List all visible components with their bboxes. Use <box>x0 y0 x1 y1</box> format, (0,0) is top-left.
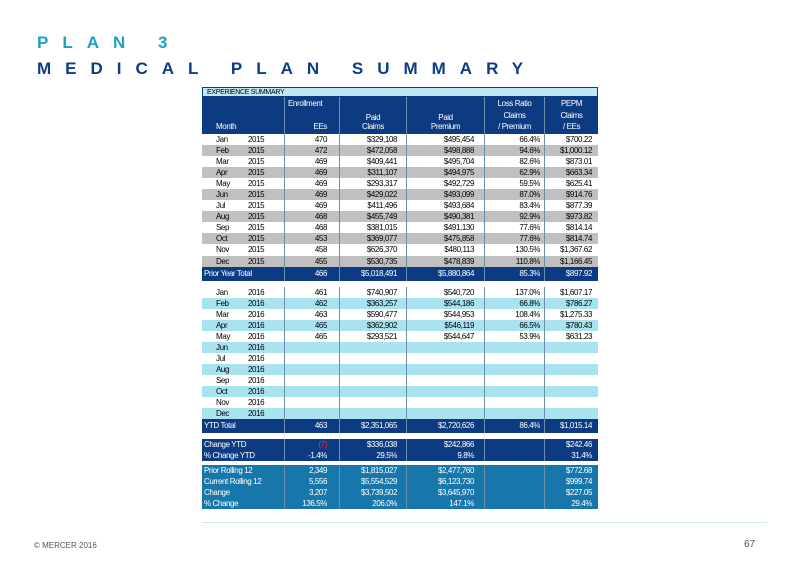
cell-month: Dec <box>216 409 230 419</box>
cell-paid-claims: $530,735 <box>339 256 406 267</box>
cell-loss-ratio: 85.3% <box>484 267 544 281</box>
header-paid-premium: Paid Premium <box>406 97 484 134</box>
copyright: © MERCER 2016 <box>34 541 97 550</box>
cell-year: 2015 <box>248 179 265 189</box>
cell-pepm: $663.34 <box>544 167 598 178</box>
cell-month: Jun <box>216 342 228 352</box>
cell-paid-premium: $495,454 <box>406 134 484 145</box>
cell-year: 2015 <box>248 212 265 222</box>
cell-month: Aug <box>216 212 230 222</box>
rolling-row <box>202 498 598 509</box>
cell-month: May <box>216 331 230 341</box>
table-row <box>202 256 598 267</box>
table-row <box>202 408 598 419</box>
prior-year-total-row <box>202 267 598 281</box>
cell-pepm: $1,367.62 <box>544 244 598 255</box>
cell-pepm: $814.74 <box>544 233 598 244</box>
cell-ees: 458 <box>284 244 339 255</box>
cell-paid-premium <box>406 353 484 364</box>
table-row <box>202 298 598 309</box>
cell-paid-claims: $626,370 <box>339 244 406 255</box>
cell-ees: 2,349 <box>284 465 339 476</box>
cell-paid-claims <box>339 342 406 353</box>
cell-paid-claims: $2,351,065 <box>339 419 406 433</box>
cell-paid-premium: 9.8% <box>406 450 484 461</box>
cell-month: Oct <box>216 386 228 396</box>
cell-loss-ratio <box>484 353 544 364</box>
cell-loss-ratio: 86.4% <box>484 419 544 433</box>
cell-paid-premium: $493,099 <box>406 189 484 200</box>
cell-month: Aug <box>216 364 230 374</box>
cell-ees: 463 <box>284 309 339 320</box>
cell-ees: 462 <box>284 298 339 309</box>
cell-month: Apr <box>216 320 228 330</box>
cell-pepm: $631.23 <box>544 331 598 342</box>
cell-ees: 469 <box>284 178 339 189</box>
table-row <box>202 211 598 222</box>
table-row <box>202 156 598 167</box>
cell-paid-claims: $369,077 <box>339 233 406 244</box>
cell-month: % Change <box>204 499 239 509</box>
cell-paid-claims: $336,038 <box>339 439 406 450</box>
cell-month: Prior Rolling 12 <box>204 466 253 476</box>
change-ytd-row <box>202 439 598 450</box>
cell-pepm: $877.39 <box>544 200 598 211</box>
cell-year: 2016 <box>248 364 265 374</box>
cell-month: Oct <box>216 234 228 244</box>
cell-paid-claims <box>339 375 406 386</box>
cell-month: Sep <box>216 223 230 233</box>
footer-divider <box>202 522 767 523</box>
rolling-12-block <box>202 465 598 509</box>
header-loss-ratio: Loss Ratio Claims / Premium <box>484 97 544 134</box>
cell-paid-premium: $494,975 <box>406 167 484 178</box>
cell-year: 2015 <box>248 168 265 178</box>
cell-paid-claims: $311,107 <box>339 167 406 178</box>
cell-month: Current Rolling 12 <box>204 477 262 487</box>
cell-paid-premium: $2,720,626 <box>406 419 484 433</box>
table-row <box>202 320 598 331</box>
cell-year: 2016 <box>248 320 265 330</box>
cell-paid-premium: $495,704 <box>406 156 484 167</box>
cell-loss-ratio: 66.5% <box>484 320 544 331</box>
cell-year: 2015 <box>248 157 265 167</box>
cell-month: YTD Total <box>204 421 236 431</box>
cell-pepm <box>544 408 598 419</box>
cell-month: Feb <box>216 298 229 308</box>
cell-paid-premium: $491,130 <box>406 222 484 233</box>
cell-ees: 3,207 <box>284 487 339 498</box>
cell-paid-premium: $475,858 <box>406 233 484 244</box>
cell-loss-ratio: 59.5% <box>484 178 544 189</box>
cell-paid-claims <box>339 364 406 375</box>
cell-month: Change YTD <box>204 440 247 450</box>
cell-pepm: $897.92 <box>544 267 598 281</box>
cell-ees: 469 <box>284 200 339 211</box>
table-row <box>202 342 598 353</box>
cell-pepm: 29.4% <box>544 498 598 509</box>
table-row <box>202 178 598 189</box>
cell-paid-premium: $3,645,970 <box>406 487 484 498</box>
cell-pepm: $242.46 <box>544 439 598 450</box>
cell-ees: 469 <box>284 167 339 178</box>
cell-pepm: $700.22 <box>544 134 598 145</box>
cell-paid-premium: $2,477,760 <box>406 465 484 476</box>
cell-paid-claims: $409,441 <box>339 156 406 167</box>
cell-loss-ratio: 87.0% <box>484 189 544 200</box>
table-row <box>202 364 598 375</box>
cell-loss-ratio: 83.4% <box>484 200 544 211</box>
cell-paid-premium: $544,647 <box>406 331 484 342</box>
header-month: Month <box>216 122 237 131</box>
page-title: MEDICAL PLAN SUMMARY <box>37 59 538 78</box>
cell-ees: (7) <box>284 439 339 450</box>
table-header <box>202 97 598 134</box>
cell-year: 2015 <box>248 190 265 200</box>
cell-paid-premium: $480,113 <box>406 244 484 255</box>
cell-loss-ratio: 77.6% <box>484 233 544 244</box>
cell-loss-ratio <box>484 498 544 509</box>
experience-summary-table <box>202 87 598 509</box>
cell-loss-ratio <box>484 408 544 419</box>
cell-pepm <box>544 386 598 397</box>
header-enrollment: Enrollment EEs <box>284 97 339 134</box>
cell-month: May <box>216 179 230 189</box>
cell-loss-ratio <box>484 386 544 397</box>
cell-paid-premium: $5,880,864 <box>406 267 484 281</box>
table-row <box>202 222 598 233</box>
cell-pepm: $1,607.17 <box>544 287 598 298</box>
rolling-row <box>202 465 598 476</box>
cell-pepm: $1,166.45 <box>544 256 598 267</box>
cell-pepm: $1,015.14 <box>544 419 598 433</box>
cell-ees <box>284 342 339 353</box>
cell-year: 2015 <box>248 135 265 144</box>
cell-ees: 472 <box>284 145 339 156</box>
cell-paid-premium: $490,381 <box>406 211 484 222</box>
cell-month: Jun <box>216 190 228 200</box>
cell-ees <box>284 397 339 408</box>
cell-pepm: $914.76 <box>544 189 598 200</box>
cell-paid-premium: $498,888 <box>406 145 484 156</box>
cell-ees: 463 <box>284 419 339 433</box>
cell-ees <box>284 353 339 364</box>
cell-paid-premium: $546,119 <box>406 320 484 331</box>
cell-loss-ratio: 130.5% <box>484 244 544 255</box>
cell-ees <box>284 364 339 375</box>
cell-loss-ratio: 108.4% <box>484 309 544 320</box>
cell-paid-premium: $544,953 <box>406 309 484 320</box>
table-row <box>202 331 598 342</box>
cell-year: 2016 <box>248 398 265 408</box>
cell-loss-ratio <box>484 397 544 408</box>
cell-loss-ratio: 66.4% <box>484 134 544 145</box>
cell-paid-claims: $5,554,529 <box>339 476 406 487</box>
cell-paid-claims: $329,108 <box>339 134 406 145</box>
cell-pepm: 31.4% <box>544 450 598 461</box>
cell-year: 2016 <box>248 409 265 419</box>
cell-paid-claims: $5,018,491 <box>339 267 406 281</box>
pct-change-ytd-row <box>202 450 598 461</box>
cell-pepm: $772.68 <box>544 465 598 476</box>
cell-month: Apr <box>216 168 228 178</box>
cell-paid-claims <box>339 386 406 397</box>
cell-loss-ratio <box>484 476 544 487</box>
cell-pepm <box>544 342 598 353</box>
cell-month: % Change YTD <box>204 451 255 461</box>
cell-pepm: $873.01 <box>544 156 598 167</box>
cell-loss-ratio <box>484 439 544 450</box>
cell-paid-claims: $429,022 <box>339 189 406 200</box>
cell-pepm: $1,275.33 <box>544 309 598 320</box>
cell-paid-claims: $362,902 <box>339 320 406 331</box>
cell-paid-premium: $242,866 <box>406 439 484 450</box>
cell-loss-ratio: 77.6% <box>484 222 544 233</box>
cell-loss-ratio: 53.9% <box>484 331 544 342</box>
cell-paid-premium: $478,839 <box>406 256 484 267</box>
table-row <box>202 244 598 255</box>
cell-paid-claims: 29.5% <box>339 450 406 461</box>
cell-ees <box>284 408 339 419</box>
cell-ees: 5,556 <box>284 476 339 487</box>
cell-month: Nov <box>216 245 230 255</box>
ytd-total-row <box>202 419 598 433</box>
cell-paid-premium: 147.1% <box>406 498 484 509</box>
cell-year: 2016 <box>248 309 265 319</box>
cell-ees: -1.4% <box>284 450 339 461</box>
cell-loss-ratio: 137.0% <box>484 287 544 298</box>
cell-loss-ratio: 82.6% <box>484 156 544 167</box>
cell-ees: 466 <box>284 267 339 281</box>
cell-paid-claims: 206.0% <box>339 498 406 509</box>
cell-paid-claims: $3,739,502 <box>339 487 406 498</box>
cell-month: Jan <box>216 135 228 144</box>
cell-year: 2015 <box>248 201 265 211</box>
cell-loss-ratio: 94.6% <box>484 145 544 156</box>
cell-month: Sep <box>216 375 230 385</box>
cell-year: 2015 <box>248 234 265 244</box>
cell-pepm: $1,000.12 <box>544 145 598 156</box>
cell-month: Mar <box>216 309 229 319</box>
cell-ees: 461 <box>284 287 339 298</box>
plan-title: PLAN 3 <box>37 33 182 52</box>
cell-pepm: $625.41 <box>544 178 598 189</box>
cell-paid-claims <box>339 397 406 408</box>
cell-paid-claims: $293,317 <box>339 178 406 189</box>
table-row <box>202 134 598 145</box>
cell-year: 2016 <box>248 331 265 341</box>
cell-pepm: $786.27 <box>544 298 598 309</box>
cell-ees <box>284 386 339 397</box>
cell-loss-ratio <box>484 450 544 461</box>
table-row <box>202 375 598 386</box>
cell-year: 2015 <box>248 223 265 233</box>
cell-month: Change <box>204 488 230 498</box>
table-row <box>202 386 598 397</box>
cell-loss-ratio <box>484 465 544 476</box>
table-row <box>202 397 598 408</box>
cell-loss-ratio <box>484 364 544 375</box>
cell-ees: 453 <box>284 233 339 244</box>
cell-month: Feb <box>216 146 229 156</box>
cell-paid-premium: $540,720 <box>406 287 484 298</box>
cell-paid-premium <box>406 375 484 386</box>
cell-paid-claims: $381,015 <box>339 222 406 233</box>
table-row <box>202 309 598 320</box>
cell-paid-premium <box>406 386 484 397</box>
rolling-row <box>202 476 598 487</box>
cell-paid-claims: $472,058 <box>339 145 406 156</box>
cell-month: Jan <box>216 287 228 297</box>
cell-month: Mar <box>216 157 229 167</box>
cell-ees: 136.5% <box>284 498 339 509</box>
cell-ees: 469 <box>284 189 339 200</box>
cell-loss-ratio <box>484 375 544 386</box>
cell-loss-ratio <box>484 487 544 498</box>
table-row <box>202 189 598 200</box>
table-row <box>202 233 598 244</box>
cell-paid-claims: $590,477 <box>339 309 406 320</box>
cell-paid-claims: $363,257 <box>339 298 406 309</box>
table-row <box>202 145 598 156</box>
cell-paid-claims <box>339 353 406 364</box>
table-row <box>202 167 598 178</box>
cell-year: 2016 <box>248 375 265 385</box>
cell-paid-claims: $455,749 <box>339 211 406 222</box>
cell-ees: 468 <box>284 222 339 233</box>
cell-pepm: $227.05 <box>544 487 598 498</box>
cell-paid-claims: $1,815,027 <box>339 465 406 476</box>
cell-month: Nov <box>216 398 230 408</box>
cell-paid-claims <box>339 408 406 419</box>
cell-paid-premium: $493,684 <box>406 200 484 211</box>
cell-paid-premium: $492,729 <box>406 178 484 189</box>
header-year <box>244 97 284 134</box>
cell-pepm: $780.43 <box>544 320 598 331</box>
cell-pepm: $814.14 <box>544 222 598 233</box>
cell-paid-premium <box>406 342 484 353</box>
header-paid-claims: Paid Claims <box>339 97 406 134</box>
cell-month: Prior Year Total <box>204 268 252 278</box>
cell-loss-ratio <box>484 342 544 353</box>
cell-year: 2016 <box>248 353 265 363</box>
cell-loss-ratio: 110.8% <box>484 256 544 267</box>
cell-ees: 455 <box>284 256 339 267</box>
cell-paid-claims: $740,907 <box>339 287 406 298</box>
cell-loss-ratio: 62.9% <box>484 167 544 178</box>
cell-year: 2016 <box>248 287 265 297</box>
cell-ees: 470 <box>284 134 339 145</box>
header-pepm: PEPM Claims / EEs <box>544 97 598 134</box>
cell-ees: 465 <box>284 320 339 331</box>
page-number: 67 <box>744 539 756 550</box>
cell-month: Dec <box>216 256 230 266</box>
cell-paid-premium <box>406 364 484 375</box>
cell-month: Jul <box>216 201 226 211</box>
cell-paid-premium <box>406 397 484 408</box>
cell-paid-premium: $544,186 <box>406 298 484 309</box>
cell-ees: 469 <box>284 156 339 167</box>
cell-loss-ratio: 92.9% <box>484 211 544 222</box>
cell-paid-claims: $293,521 <box>339 331 406 342</box>
table-row <box>202 353 598 364</box>
cell-paid-premium <box>406 408 484 419</box>
cell-ees: 468 <box>284 211 339 222</box>
cell-year: 2015 <box>248 245 265 255</box>
cell-year: 2016 <box>248 342 265 352</box>
cell-loss-ratio: 66.8% <box>484 298 544 309</box>
cell-pepm <box>544 375 598 386</box>
cell-paid-premium: $6,123,730 <box>406 476 484 487</box>
cell-pepm <box>544 353 598 364</box>
cell-year: 2016 <box>248 386 265 396</box>
rows-2015 <box>202 134 598 267</box>
table-row <box>202 287 598 298</box>
cell-month: Jul <box>216 353 226 363</box>
cell-ees <box>284 375 339 386</box>
cell-year: 2015 <box>248 146 265 156</box>
cell-pepm: $999.74 <box>544 476 598 487</box>
rows-2016 <box>202 287 598 420</box>
cell-ees: 465 <box>284 331 339 342</box>
table-row <box>202 200 598 211</box>
cell-pepm <box>544 364 598 375</box>
table-section-title: EXPERIENCE SUMMARY <box>202 87 598 97</box>
rolling-row <box>202 487 598 498</box>
cell-pepm <box>544 397 598 408</box>
cell-year: 2015 <box>248 256 265 266</box>
cell-pepm: $973.82 <box>544 211 598 222</box>
cell-year: 2016 <box>248 298 265 308</box>
cell-paid-claims: $411,496 <box>339 200 406 211</box>
